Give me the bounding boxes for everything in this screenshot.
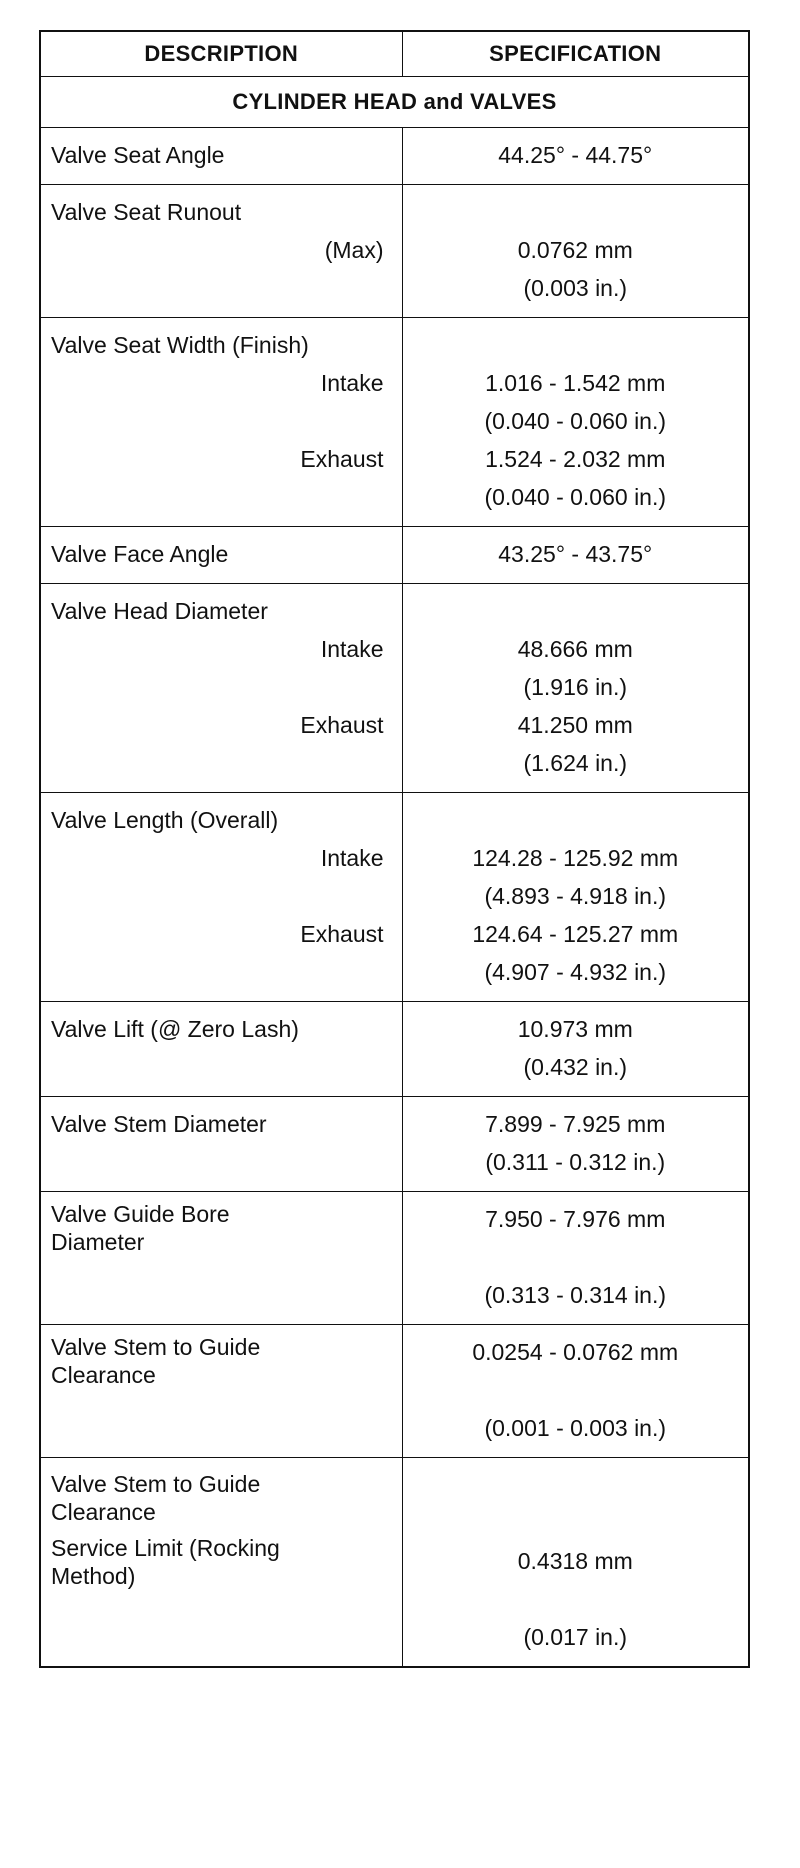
specification-cell [402,1325,749,1458]
spec-table [39,30,750,1668]
description-line: Valve Length (Overall) [51,807,279,833]
spec-line: 44.25° - 44.75° [498,142,653,168]
spec-line [409,1371,743,1409]
spec-line: (0.040 - 0.060 in.) [484,484,667,510]
table-row [40,793,749,1002]
table-row [40,1325,749,1458]
spec-line: (0.432 in.) [523,1054,628,1080]
spec-line: (1.624 in.) [523,750,628,776]
description-cell [40,584,402,793]
specification-cell [402,1097,749,1192]
spec-line: 43.25° - 43.75° [498,541,653,567]
description-line: Valve Seat Width (Finish) [51,332,309,358]
table-row [40,185,749,318]
spec-line: 124.64 - 125.27 mm [472,921,679,947]
description-cell [40,1002,402,1097]
spec-line: (0.313 - 0.314 in.) [484,1282,667,1308]
table-row [40,128,749,185]
spec-line: 0.0762 mm [517,237,633,263]
description-line: Valve Seat Runout [51,199,242,225]
header-row [40,31,749,77]
spec-line: (0.311 - 0.312 in.) [485,1149,666,1175]
description-subline: Exhaust [300,446,384,472]
description-cell [40,185,402,318]
specification-cell [402,185,749,318]
description-header: DESCRIPTION [40,31,402,77]
spec-line: 0.4318 mm [517,1548,633,1574]
description-line: Valve Face Angle [51,541,229,567]
specification-header: SPECIFICATION [402,31,749,77]
table-row [40,1002,749,1097]
specification-cell [402,128,749,185]
description-cell [40,793,402,1002]
spec-line [409,1504,743,1542]
description-subline: Service Limit (Rocking Method) [51,1535,280,1589]
description-subline [51,668,384,706]
spec-line [409,1466,743,1504]
spec-line: 7.899 - 7.925 mm [485,1111,666,1137]
description-subline [51,402,384,440]
spec-line: 10.973 mm [517,1016,633,1042]
spec-line: 1.524 - 2.032 mm [485,446,666,472]
description-line: Valve Seat Angle [51,142,225,168]
description-cell [40,1097,402,1192]
description-line: Valve Stem to Guide Clearance [51,1334,261,1388]
description-cell [40,128,402,185]
description-subline: Exhaust [300,712,384,738]
description-line: Valve Lift (@ Zero Lash) [51,1016,299,1042]
spec-line: (0.040 - 0.060 in.) [484,408,667,434]
description-cell [40,527,402,584]
specification-cell [402,527,749,584]
description-subline: Intake [320,636,384,662]
spec-line: (4.893 - 4.918 in.) [484,883,667,909]
description-cell [40,1325,402,1458]
description-line: Valve Stem to Guide Clearance [51,1471,261,1525]
spec-line [409,193,743,231]
spec-line: 1.016 - 1.542 mm [485,370,666,396]
description-subline: Intake [320,845,384,871]
table-row [40,318,749,527]
table-row [40,1097,749,1192]
spec-line: 124.28 - 125.92 mm [472,845,679,871]
description-line: Valve Guide Bore Diameter [51,1201,230,1255]
spec-line: (0.017 in.) [523,1624,628,1650]
specification-cell [402,1192,749,1325]
spec-line [409,592,743,630]
specification-cell [402,1002,749,1097]
description-subline: Exhaust [300,921,384,947]
description-subline: Intake [320,370,384,396]
description-subline: (Max) [324,237,384,263]
description-cell [40,1192,402,1325]
description-subline [51,877,384,915]
table-row [40,1458,749,1668]
table-row [40,527,749,584]
spec-line: (0.003 in.) [523,275,628,301]
spec-line: 7.950 - 7.976 mm [485,1206,666,1232]
description-line: Valve Head Diameter [51,598,268,624]
spec-line: 41.250 mm [517,712,633,738]
specification-cell [402,793,749,1002]
spec-line: (4.907 - 4.932 in.) [484,959,667,985]
spec-line [409,1580,743,1618]
spec-line: (1.916 in.) [523,674,628,700]
section-title: CYLINDER HEAD and VALVES [40,77,749,128]
description-cell [40,318,402,527]
description-cell [40,1458,402,1668]
specification-cell [402,318,749,527]
spec-line [409,801,743,839]
spec-line [409,326,743,364]
spec-line [409,1238,743,1276]
table-row [40,584,749,793]
table-row [40,1192,749,1325]
specification-cell [402,1458,749,1668]
specification-cell [402,584,749,793]
description-line: Valve Stem Diameter [51,1111,267,1137]
spec-line: 48.666 mm [517,636,633,662]
spec-line: 0.0254 - 0.0762 mm [472,1339,679,1365]
section-row [40,77,749,128]
spec-line: (0.001 - 0.003 in.) [484,1415,667,1441]
